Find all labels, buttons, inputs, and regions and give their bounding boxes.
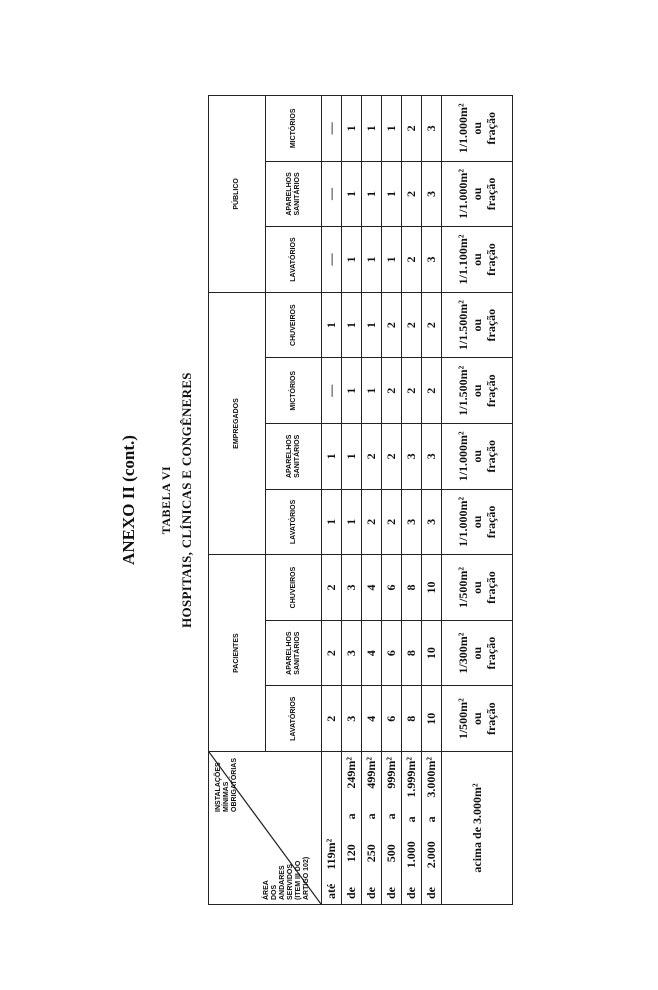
value-cell: 2 — [322, 620, 342, 686]
area-sep: a — [344, 813, 358, 820]
ratio-value: 1/1.000m² — [456, 103, 470, 154]
value-cell: 3 — [402, 424, 422, 490]
column-header: CHUVEIROS — [266, 292, 322, 358]
ratio-fracao: fração — [484, 243, 498, 276]
value-cell: 2 — [422, 358, 442, 424]
value-cell: 1 — [362, 292, 382, 358]
column-header: APARELHOS SANITÁRIOS — [266, 620, 322, 686]
value-cell: 8 — [402, 620, 422, 686]
area-range — [324, 757, 339, 899]
value-cell: 2 — [382, 489, 402, 555]
group-header-publico: PÚBLICO — [209, 96, 266, 293]
ratio-ou: ou — [470, 646, 484, 660]
value-cell: 2 — [362, 424, 382, 490]
area-to: 249m² — [344, 757, 358, 789]
value-cell — [442, 358, 513, 424]
ratio-ou: ou — [470, 121, 484, 135]
value-cell: 8 — [402, 686, 422, 752]
column-header: APARELHOS SANITÁRIOS — [266, 161, 322, 227]
table-row — [422, 96, 442, 905]
ratio-value: 1/1.000m² — [456, 496, 470, 547]
area-to: 999m² — [384, 757, 398, 789]
ratio-ou: ou — [470, 449, 484, 463]
value-cell: 1 — [342, 489, 362, 555]
area-from: 2.000 — [424, 841, 438, 869]
value-cell: 2 — [402, 227, 422, 293]
value-cell — [442, 292, 513, 358]
area-from: 500 — [384, 844, 398, 863]
area-range-cell — [402, 752, 422, 905]
value-cell — [442, 489, 513, 555]
table-row — [382, 96, 402, 905]
ratio-value: 1/500m² — [456, 567, 470, 608]
ratio-value: 1/1.500m² — [456, 300, 470, 351]
ratio-ou: ou — [470, 318, 484, 332]
ratio-fracao: fração — [484, 308, 498, 342]
corner-header-bottom — [263, 857, 311, 900]
value-cell: 4 — [362, 555, 382, 621]
area-to: 3.000m² — [424, 757, 438, 798]
value-cell: 1 — [342, 161, 362, 227]
ratio-value: 1/1.000m² — [456, 431, 470, 482]
value-cell: 1 — [322, 489, 342, 555]
area-prefix: de — [364, 887, 378, 899]
value-cell: 10 — [422, 620, 442, 686]
column-header: APARELHOS SANITÁRIOS — [266, 424, 322, 490]
value-cell: 1 — [362, 227, 382, 293]
value-cell: 3 — [422, 227, 442, 293]
value-cell: 6 — [382, 620, 402, 686]
area-range — [424, 757, 439, 899]
corner-header-line: (ITEM III DO — [295, 860, 302, 900]
value-cell: 6 — [382, 686, 402, 752]
area-prefix: até — [324, 883, 338, 899]
area-from: 1.000 — [404, 841, 418, 869]
value-cell: 3 — [422, 489, 442, 555]
value-cell: 1 — [322, 292, 342, 358]
table-row — [342, 96, 362, 905]
value-cell — [442, 227, 513, 293]
group-header-pacientes: PACIENTES — [209, 555, 266, 752]
value-cell — [442, 96, 513, 162]
ratio-fracao: fração — [484, 440, 498, 473]
area-range — [344, 757, 359, 899]
corner-header-line: ARTIGO 102) — [303, 856, 310, 900]
area-range — [384, 757, 399, 899]
ratio-ou: ou — [470, 515, 484, 529]
value-cell: 2 — [362, 489, 382, 555]
area-range-cell — [342, 752, 362, 905]
value-cell: 10 — [422, 686, 442, 752]
value-cell: 4 — [362, 620, 382, 686]
value-cell: 3 — [342, 686, 362, 752]
column-header: LAVATÓRIOS — [266, 227, 322, 293]
value-cell: 1 — [342, 424, 362, 490]
area-from: 120 — [344, 844, 358, 863]
corner-header-line: DOS — [271, 884, 278, 900]
area-prefix: de — [424, 887, 438, 899]
value-cell: 3 — [422, 96, 442, 162]
value-cell: 3 — [402, 489, 422, 555]
value-cell: 2 — [322, 555, 342, 621]
ratio-value: 1/1.500m² — [456, 365, 470, 416]
corner-header-line: ÁREA — [263, 880, 270, 900]
value-cell — [442, 620, 513, 686]
column-header: CHUVEIROS — [266, 555, 322, 621]
area-range-cell — [322, 752, 342, 905]
table-title: HOSPITAIS, CLÍNICAS E CONGÊNERES — [179, 372, 194, 628]
area-range-cell — [382, 752, 402, 905]
ratio-fracao: fração — [484, 702, 498, 736]
value-cell: 1 — [342, 96, 362, 162]
table-row — [362, 96, 382, 905]
ratio-fracao: fração — [484, 177, 498, 211]
value-cell: 3 — [422, 161, 442, 227]
value-cell: 2 — [322, 686, 342, 752]
annex-title: ANEXO II (cont.) — [119, 435, 138, 565]
area-sep: a — [364, 813, 378, 820]
area-sep: a — [384, 813, 398, 820]
corner-header-line: MÍNIMAS — [223, 781, 230, 812]
area-to: 499m² — [364, 757, 378, 789]
value-cell: 10 — [422, 555, 442, 621]
table-row-last — [442, 96, 513, 905]
corner-header-line: OBRIGATÓRIAS — [231, 758, 238, 812]
value-cell: 8 — [402, 555, 422, 621]
ratio-fracao: fração — [484, 374, 498, 408]
value-cell: — — [322, 358, 342, 424]
area-prefix: de — [404, 887, 418, 899]
value-cell: 1 — [382, 227, 402, 293]
value-cell: 3 — [342, 555, 362, 621]
ratio-value: 1/1.100m² — [456, 234, 470, 285]
value-cell: — — [322, 96, 342, 162]
column-header: MICTÓRIOS — [266, 358, 322, 424]
ratio-value: 1/300m² — [456, 632, 470, 674]
column-header: LAVATÓRIOS — [266, 686, 322, 752]
value-cell: 1 — [342, 292, 362, 358]
value-cell: 2 — [402, 358, 422, 424]
value-cell — [442, 161, 513, 227]
value-cell: 2 — [382, 358, 402, 424]
ratio-fracao: fração — [484, 636, 498, 670]
area-sep: a — [404, 816, 418, 823]
area-to: 1.999m² — [404, 757, 418, 798]
value-cell: 2 — [402, 292, 422, 358]
value-cell — [442, 555, 513, 621]
ratio-ou: ou — [470, 384, 484, 398]
ratio-fracao: fração — [484, 505, 498, 539]
requirements-table — [208, 95, 513, 905]
value-cell: 1 — [362, 161, 382, 227]
table-row — [322, 96, 342, 905]
value-cell: 1 — [382, 161, 402, 227]
area-range-cell: acima de 3.000m² — [442, 752, 513, 905]
area-range — [404, 757, 419, 899]
value-cell: 3 — [342, 620, 362, 686]
value-cell: 2 — [402, 161, 422, 227]
group-header-empregados: EMPREGADOS — [209, 292, 266, 554]
ratio-ou: ou — [470, 187, 484, 201]
ratio-fracao: fração — [484, 571, 498, 604]
area-range-cell — [422, 752, 442, 905]
ratio-ou: ou — [470, 712, 484, 726]
value-cell: 1 — [322, 424, 342, 490]
value-cell: 4 — [362, 686, 382, 752]
value-cell: 1 — [362, 358, 382, 424]
value-cell: — — [322, 161, 342, 227]
column-header: MICTÓRIOS — [266, 96, 322, 162]
ratio-value: 1/1.000m² — [456, 168, 470, 219]
value-cell: 1 — [342, 358, 362, 424]
corner-header — [209, 752, 322, 905]
area-range — [364, 757, 379, 899]
ratio-value: 1/500m² — [456, 698, 470, 740]
value-cell: 2 — [422, 292, 442, 358]
area-range-cell — [362, 752, 382, 905]
value-cell: 2 — [382, 292, 402, 358]
value-cell: 2 — [382, 424, 402, 490]
ratio-fracao: fração — [484, 112, 498, 145]
table-row — [402, 96, 422, 905]
corner-header-line: SERVIDOS — [287, 863, 294, 900]
corner-header-line: INSTALAÇÕES — [215, 762, 222, 812]
area-prefix: de — [344, 887, 358, 899]
value-cell: 1 — [382, 96, 402, 162]
area-sep: a — [424, 816, 438, 823]
value-cell: 1 — [362, 96, 382, 162]
value-cell: — — [322, 227, 342, 293]
column-header: LAVATÓRIOS — [266, 489, 322, 555]
value-cell: 6 — [382, 555, 402, 621]
value-cell: 2 — [402, 96, 422, 162]
table-label: TABELA VI — [159, 465, 173, 535]
value-cell: 1 — [342, 227, 362, 293]
area-from: 250 — [364, 844, 378, 863]
value-cell — [442, 424, 513, 490]
ratio-ou: ou — [470, 253, 484, 266]
value-cell — [442, 686, 513, 752]
corner-header-top — [215, 758, 239, 812]
area-from: 119m² — [324, 838, 338, 870]
area-prefix: de — [384, 887, 398, 899]
ratio-ou: ou — [470, 581, 484, 594]
rotated-page — [119, 95, 509, 905]
corner-header-line: ANDARES — [279, 865, 286, 900]
value-cell: 3 — [422, 424, 442, 490]
